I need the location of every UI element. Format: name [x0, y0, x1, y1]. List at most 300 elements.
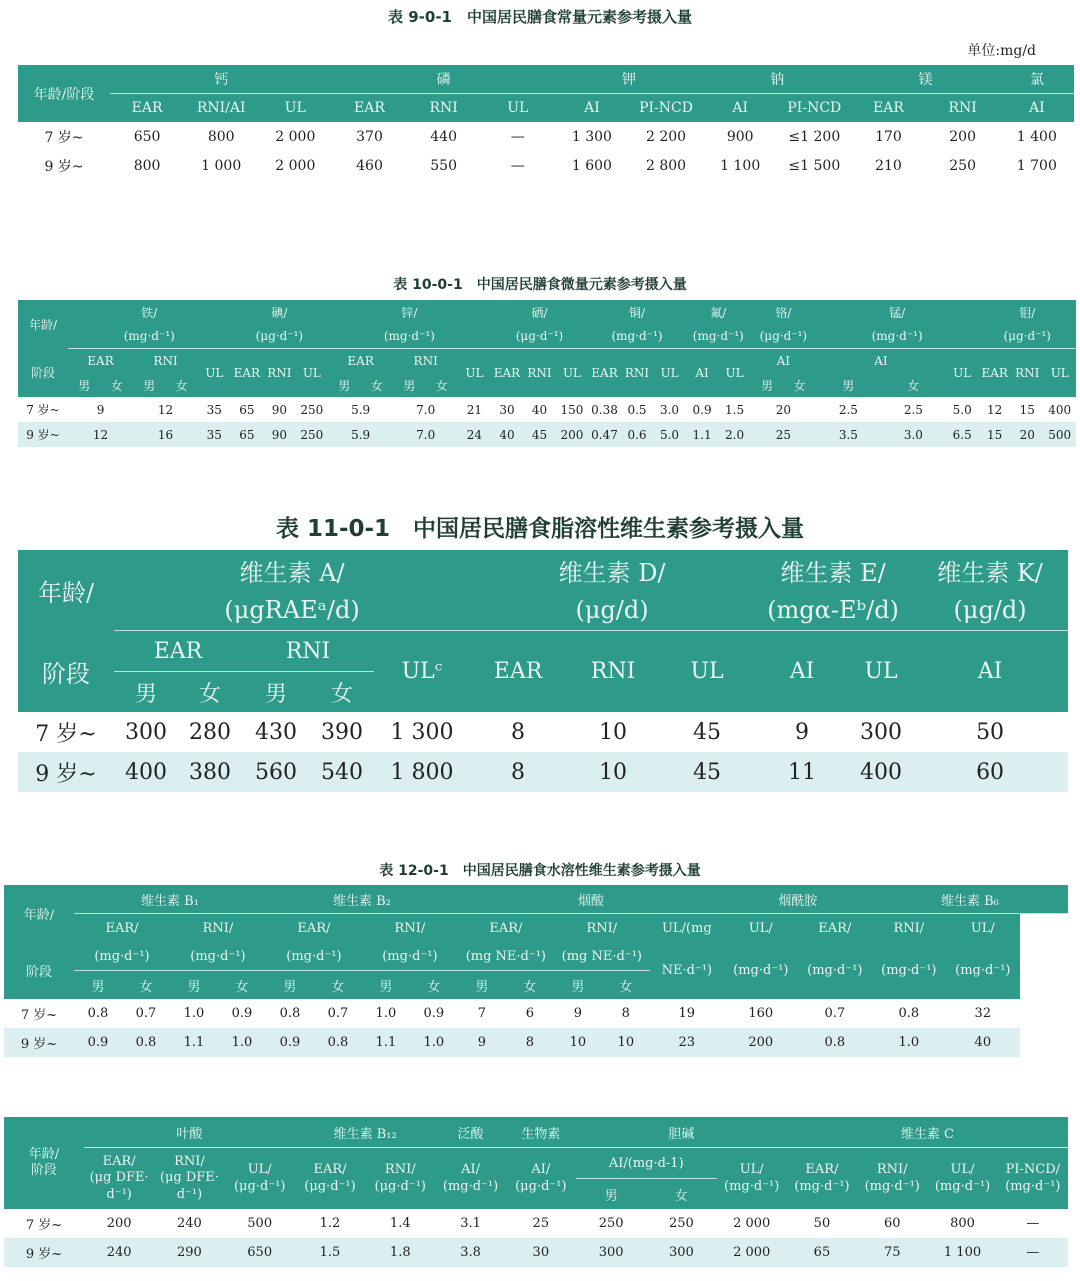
column-header-line: RNI/ [384, 1162, 416, 1178]
vitamin-a-unit: (μgRAEᵃ/d) [114, 590, 470, 631]
value-cell: 10 [602, 1028, 650, 1057]
value-cell: 1.1 [170, 1028, 218, 1057]
value-cell: 40 [523, 397, 556, 422]
sex-header: 女 [602, 971, 650, 1000]
column-header-line: UL/ [950, 1162, 975, 1178]
age-header: 年龄/ [18, 550, 114, 631]
group-header: 烟酰胺 [724, 885, 872, 914]
value-cell: 20 [751, 397, 816, 422]
value-cell: 1 100 [703, 151, 777, 180]
value-cell: 30 [491, 397, 524, 422]
column-header: AI [754, 631, 850, 713]
value-cell: 45 [660, 752, 754, 792]
table-row [18, 397, 1076, 422]
column-header: AI [686, 349, 719, 398]
value-cell: 1 800 [374, 752, 470, 792]
sex-header: 女 [426, 373, 459, 397]
value-cell: 1.0 [218, 1028, 266, 1057]
value-cell: 8 [470, 712, 566, 752]
value-cell: 2.5 [881, 397, 946, 422]
value-cell: 45 [523, 422, 556, 447]
value-cell: 200 [84, 1209, 154, 1238]
value-cell: 440 [407, 122, 481, 151]
column-header: AI/(mg·d-1) [576, 1148, 717, 1179]
value-cell: 540 [310, 752, 374, 792]
value-cell: 650 [110, 122, 184, 151]
value-cell: 150 [556, 397, 589, 422]
age-cell: 9 岁~ [18, 422, 68, 447]
value-cell: 200 [926, 122, 1000, 151]
column-header-line: (μg·d⁻¹) [304, 1178, 356, 1194]
column-unit: (mg·d⁻¹) [724, 942, 798, 999]
group-header: 氯 [1000, 65, 1074, 94]
sex-header: 女 [783, 373, 816, 397]
column-header-line: (mg·d⁻¹) [724, 1178, 780, 1194]
column-unit: (mg NE·d⁻¹) [458, 942, 554, 971]
value-cell: 0.8 [872, 999, 946, 1028]
value-cell: 300 [576, 1238, 646, 1267]
value-cell: 60 [912, 752, 1068, 792]
column-header: RNI/ [554, 914, 650, 943]
group-unit: (mg·d⁻¹) [588, 324, 686, 349]
value-cell: 800 [927, 1209, 997, 1238]
column-header-line: RNI/ [876, 1162, 908, 1178]
column-unit: (mg·d⁻¹) [74, 942, 170, 971]
sex-header: 男 [328, 373, 361, 397]
value-cell: 560 [242, 752, 310, 792]
column-header [435, 1148, 505, 1210]
value-cell: 10 [566, 712, 660, 752]
value-cell: 200 [724, 1028, 798, 1057]
table-row [18, 752, 1068, 792]
group-header: 维生素 B₁₂ [295, 1117, 436, 1148]
age-cell: 9 岁~ [18, 151, 110, 180]
column-header: PI-NCD [777, 94, 851, 123]
group-unit: (μg·d⁻¹) [491, 324, 589, 349]
column-header: UL [850, 631, 912, 713]
column-header: EAR [491, 349, 524, 398]
value-cell: 250 [576, 1209, 646, 1238]
value-cell: 1.0 [872, 1028, 946, 1057]
column-header-line: AI/ [531, 1162, 551, 1178]
sex-header: 女 [314, 971, 362, 1000]
group-header: 维生素 B₂ [266, 885, 458, 914]
value-cell: 2 200 [629, 122, 703, 151]
column-header-line: (μg·d⁻¹) [233, 1178, 286, 1194]
value-cell: 11 [754, 752, 850, 792]
value-cell: 800 [184, 122, 258, 151]
column-header-line: (mg·d⁻¹) [1005, 1178, 1061, 1194]
column-header: RNI [393, 349, 458, 374]
group-header: 钾 [555, 65, 703, 94]
column-header: AI [751, 349, 816, 374]
value-cell: 9 [754, 712, 850, 752]
table-row [18, 151, 1074, 180]
column-unit: (mg·d⁻¹) [266, 942, 362, 971]
sex-header: 男 [576, 1179, 646, 1210]
age-header: 阶段 [4, 942, 74, 999]
value-cell: 170 [851, 122, 925, 151]
age-cell: 9 岁~ [4, 1238, 84, 1267]
table1-unit: 单位:mg/d [967, 43, 1036, 59]
value-cell: 2 000 [258, 122, 332, 151]
group-unit: (mg·d⁻¹) [68, 324, 231, 349]
sex-header: 女 [166, 373, 199, 397]
value-cell: 65 [787, 1238, 857, 1267]
value-cell: 2 800 [629, 151, 703, 180]
value-cell: 5.9 [328, 397, 393, 422]
sex-header: 男 [74, 971, 122, 1000]
column-header: AI [555, 94, 629, 123]
group-unit: (mg·d⁻¹) [686, 324, 751, 349]
group-header: 钼/ [978, 300, 1076, 324]
age-header: 年龄/阶段 [18, 65, 110, 122]
column-header: UL [258, 94, 332, 123]
value-cell: 0.9 [74, 1028, 122, 1057]
age-header: 年龄/ [4, 885, 74, 942]
value-cell: 23 [650, 1028, 724, 1057]
value-cell: 1 400 [1000, 122, 1074, 151]
value-cell: 300 [850, 712, 912, 752]
column-header-line: (μg·d⁻¹) [515, 1178, 567, 1194]
value-cell: 8 [470, 752, 566, 792]
column-header-line: RNI/ [174, 1154, 205, 1170]
group-unit: (mg·d⁻¹) [328, 324, 491, 349]
sex-header: 女 [101, 373, 134, 397]
column-header [365, 1148, 435, 1210]
sex-header: 女 [122, 971, 170, 1000]
column-header-line: (mg·d⁻¹) [864, 1178, 920, 1194]
value-cell: 0.7 [314, 999, 362, 1028]
value-cell: 0.8 [798, 1028, 872, 1057]
value-cell: 0.9 [218, 999, 266, 1028]
value-cell: 2 000 [717, 1209, 787, 1238]
column-header-line: (mg·d⁻¹) [442, 1178, 499, 1194]
group-header: 生物素 [506, 1117, 576, 1148]
group-header: 镁 [851, 65, 999, 94]
column-header: RNI/ [872, 914, 946, 943]
vitamin-d-header: 维生素 D/ [470, 550, 754, 590]
sex-header: 女 [506, 971, 554, 1000]
group-header: 维生素 B₆ [872, 885, 1068, 914]
column-header-line: UL/ [247, 1162, 272, 1178]
value-cell: 550 [407, 151, 481, 180]
column-header: EAR [588, 349, 621, 398]
value-cell: 0.8 [122, 1028, 170, 1057]
column-header: RNI [263, 349, 296, 398]
group-unit: (μg·d⁻¹) [751, 324, 816, 349]
value-cell: 30 [506, 1238, 576, 1267]
vitamin-e-unit: (mgα-Eᵇ/d) [754, 590, 912, 631]
value-cell: 460 [332, 151, 406, 180]
column-header: UL [660, 631, 754, 713]
value-cell: 90 [263, 422, 296, 447]
column-header: UL/ [946, 914, 1020, 943]
water-soluble-vitamin-table [4, 885, 1068, 1057]
column-header-line: (mg·d⁻¹) [934, 1178, 991, 1194]
trace-element-table [18, 300, 1076, 447]
value-cell: 3.1 [435, 1209, 505, 1238]
sex-header: 男 [242, 672, 310, 713]
age-cell: 7 岁~ [18, 712, 114, 752]
column-header: EAR/ [74, 914, 170, 943]
age-cell: 7 岁~ [18, 397, 68, 422]
value-cell: 300 [646, 1238, 716, 1267]
column-header: UL [481, 94, 555, 123]
column-header: UL/ [724, 914, 798, 943]
table4-title: 表 12-0-1 中国居民膳食水溶性维生素参考摄入量 [379, 863, 701, 879]
age-cell: 7 岁~ [18, 122, 110, 151]
group-header: 钙 [110, 65, 332, 94]
column-header: UL [458, 349, 491, 398]
column-unit: (mg NE·d⁻¹) [554, 942, 650, 971]
vitamin-k-header: 维生素 K/ [912, 550, 1068, 590]
value-cell: 12 [68, 422, 133, 447]
column-header: UL/(mg [650, 914, 724, 943]
value-cell: 50 [912, 712, 1068, 752]
value-cell: 1 300 [374, 712, 470, 752]
value-cell: 0.8 [266, 999, 314, 1028]
column-header-line: EAR/ [102, 1154, 136, 1170]
group-header: 磷 [332, 65, 554, 94]
vitamin-k-unit: (μg/d) [912, 590, 1068, 631]
column-header-line: UL/ [739, 1162, 764, 1178]
age-header: 阶段 [18, 349, 68, 398]
column-header: RNI [1011, 349, 1044, 398]
water-soluble-vitamin-table-continued [4, 1117, 1068, 1267]
age-cell: 7 岁~ [4, 1209, 84, 1238]
value-cell: 250 [296, 422, 329, 447]
column-header: UL [556, 349, 589, 398]
column-header-line: EAR/ [805, 1162, 839, 1178]
column-header: EAR [332, 94, 406, 123]
value-cell: 240 [154, 1209, 224, 1238]
column-header: AI [703, 94, 777, 123]
value-cell: — [998, 1209, 1068, 1238]
group-header: 泛酸 [435, 1117, 505, 1148]
column-header-line: (μg DFE· [89, 1170, 149, 1186]
value-cell: 400 [114, 752, 178, 792]
column-header: AI [912, 631, 1068, 713]
table-row [18, 422, 1076, 447]
column-header [84, 1148, 154, 1210]
value-cell: 800 [110, 151, 184, 180]
value-cell: 390 [310, 712, 374, 752]
age-header: 年龄/ [18, 300, 68, 349]
value-cell: 7.0 [393, 397, 458, 422]
value-cell: 240 [84, 1238, 154, 1267]
value-cell: 0.8 [74, 999, 122, 1028]
column-header-line: PI-NCD/ [1005, 1162, 1061, 1178]
value-cell: 500 [1043, 422, 1076, 447]
column-unit: (mg·d⁻¹) [362, 942, 458, 971]
value-cell: 3.0 [881, 422, 946, 447]
value-cell: 0.8 [314, 1028, 362, 1057]
sex-header: 男 [170, 971, 218, 1000]
column-header: RNI [621, 349, 654, 398]
value-cell: 210 [851, 151, 925, 180]
column-header: EAR [328, 349, 393, 374]
value-cell: 250 [296, 397, 329, 422]
group-header: 锰/ [816, 300, 979, 324]
value-cell: 24 [458, 422, 491, 447]
group-header: 铁/ [68, 300, 231, 324]
value-cell: 15 [1011, 397, 1044, 422]
sex-header: 女 [178, 672, 242, 713]
table1-title: 表 9-0-1 中国居民膳食常量元素参考摄入量 [388, 8, 692, 26]
value-cell: 300 [114, 712, 178, 752]
value-cell: 8 [506, 1028, 554, 1057]
value-cell: 2.5 [816, 397, 881, 422]
column-unit: (mg·d⁻¹) [872, 942, 946, 999]
column-header-line: (μg DFE· [159, 1170, 219, 1186]
sex-header: 男 [393, 373, 426, 397]
column-header: UL [1043, 349, 1076, 398]
value-cell: 21 [458, 397, 491, 422]
column-header: EAR [851, 94, 925, 123]
value-cell: 290 [154, 1238, 224, 1267]
value-cell: 6 [506, 999, 554, 1028]
value-cell: 0.9 [686, 397, 719, 422]
value-cell: 1 000 [184, 151, 258, 180]
value-cell: 1.0 [170, 999, 218, 1028]
value-cell: 1.1 [686, 422, 719, 447]
value-cell: 45 [660, 712, 754, 752]
value-cell: 0.47 [588, 422, 621, 447]
age-cell: 9 岁~ [18, 752, 114, 792]
table2-title: 表 10-0-1 中国居民膳食微量元素参考摄入量 [393, 277, 687, 293]
table3-title: 表 11-0-1 中国居民膳食脂溶性维生素参考摄入量 [275, 516, 805, 542]
value-cell: 75 [857, 1238, 927, 1267]
value-cell: 3.5 [816, 422, 881, 447]
value-cell: 400 [850, 752, 912, 792]
value-cell: 19 [650, 999, 724, 1028]
sex-header: 女 [218, 971, 266, 1000]
age-header-line: 阶段 [30, 1163, 57, 1178]
column-header: UL [718, 349, 751, 398]
column-header: EAR/ [266, 914, 362, 943]
value-cell: 25 [751, 422, 816, 447]
table-row [4, 999, 1068, 1028]
column-unit: (mg·d⁻¹) [798, 942, 872, 999]
value-cell: 12 [133, 397, 198, 422]
value-cell: 60 [857, 1209, 927, 1238]
value-cell: 40 [491, 422, 524, 447]
age-cell: 7 岁~ [4, 999, 74, 1028]
column-header: EAR/ [798, 914, 872, 943]
value-cell: 1.0 [362, 999, 410, 1028]
column-header: PI-NCD [629, 94, 703, 123]
value-cell: 250 [646, 1209, 716, 1238]
value-cell: 10 [554, 1028, 602, 1057]
column-header-line: EAR/ [313, 1162, 347, 1178]
group-header: 维生素 C [787, 1117, 1068, 1148]
sex-header: 女 [361, 373, 394, 397]
column-header [295, 1148, 365, 1210]
sex-header: 女 [410, 971, 458, 1000]
sex-header: 男 [458, 971, 506, 1000]
value-cell: 0.9 [410, 999, 458, 1028]
group-header: 锌/ [328, 300, 491, 324]
group-unit: (μg·d⁻¹) [231, 324, 329, 349]
group-header: 烟酸 [458, 885, 724, 914]
table-row [18, 122, 1074, 151]
value-cell: 32 [946, 999, 1020, 1028]
value-cell: 200 [556, 422, 589, 447]
value-cell: 1.4 [365, 1209, 435, 1238]
column-header: RNI [407, 94, 481, 123]
age-header: 阶段 [18, 631, 114, 713]
column-unit: (mg·d⁻¹) [946, 942, 1020, 999]
column-header: RNI/AI [184, 94, 258, 123]
table-row [4, 1028, 1068, 1057]
value-cell: 9 [68, 397, 133, 422]
value-cell: 3.8 [435, 1238, 505, 1267]
value-cell: 25 [506, 1209, 576, 1238]
column-header: RNI/ [362, 914, 458, 943]
vitamin-d-unit: (μg/d) [470, 590, 754, 631]
value-cell: 12 [978, 397, 1011, 422]
sex-header: 男 [751, 373, 784, 397]
column-header: EAR [114, 631, 242, 672]
value-cell: 35 [198, 397, 231, 422]
value-cell: 160 [724, 999, 798, 1028]
sex-header: 男 [266, 971, 314, 1000]
value-cell: 280 [178, 712, 242, 752]
value-cell: 40 [946, 1028, 1020, 1057]
value-cell: 5.9 [328, 422, 393, 447]
value-cell: 35 [198, 422, 231, 447]
column-header: EAR [978, 349, 1011, 398]
column-header: UL [198, 349, 231, 398]
value-cell: 7.0 [393, 422, 458, 447]
vitamin-a-header: 维生素 A/ [114, 550, 470, 590]
macro-element-table [18, 65, 1074, 180]
value-cell: 0.9 [266, 1028, 314, 1057]
value-cell: 1 300 [555, 122, 629, 151]
value-cell: 5.0 [946, 397, 979, 422]
value-cell: ≤1 500 [777, 151, 851, 180]
age-cell: 9 岁~ [4, 1028, 74, 1057]
value-cell: 9 [458, 1028, 506, 1057]
sex-header: 男 [114, 672, 178, 713]
value-cell: 1.2 [295, 1209, 365, 1238]
value-cell: 380 [178, 752, 242, 792]
age-header [4, 1117, 84, 1209]
value-cell: 250 [926, 151, 1000, 180]
sex-header: 女 [310, 672, 374, 713]
column-header: UL [653, 349, 686, 398]
value-cell: 65 [231, 397, 264, 422]
value-cell: 1.1 [362, 1028, 410, 1057]
vitamin-e-header: 维生素 E/ [754, 550, 912, 590]
column-unit: (mg·d⁻¹) [170, 942, 266, 971]
column-header: RNI [133, 349, 198, 374]
column-header: UL [946, 349, 979, 398]
table-row [4, 1209, 1068, 1238]
group-header: 硒/ [491, 300, 589, 324]
column-header: EAR/ [458, 914, 554, 943]
column-header [506, 1148, 576, 1210]
group-unit: (mg·d⁻¹) [816, 324, 979, 349]
value-cell: 1 100 [927, 1238, 997, 1267]
column-header: UL [296, 349, 329, 398]
value-cell: 0.7 [798, 999, 872, 1028]
value-cell: 0.7 [122, 999, 170, 1028]
value-cell: — [998, 1238, 1068, 1267]
group-header: 钠 [703, 65, 851, 94]
value-cell: 2 000 [258, 151, 332, 180]
